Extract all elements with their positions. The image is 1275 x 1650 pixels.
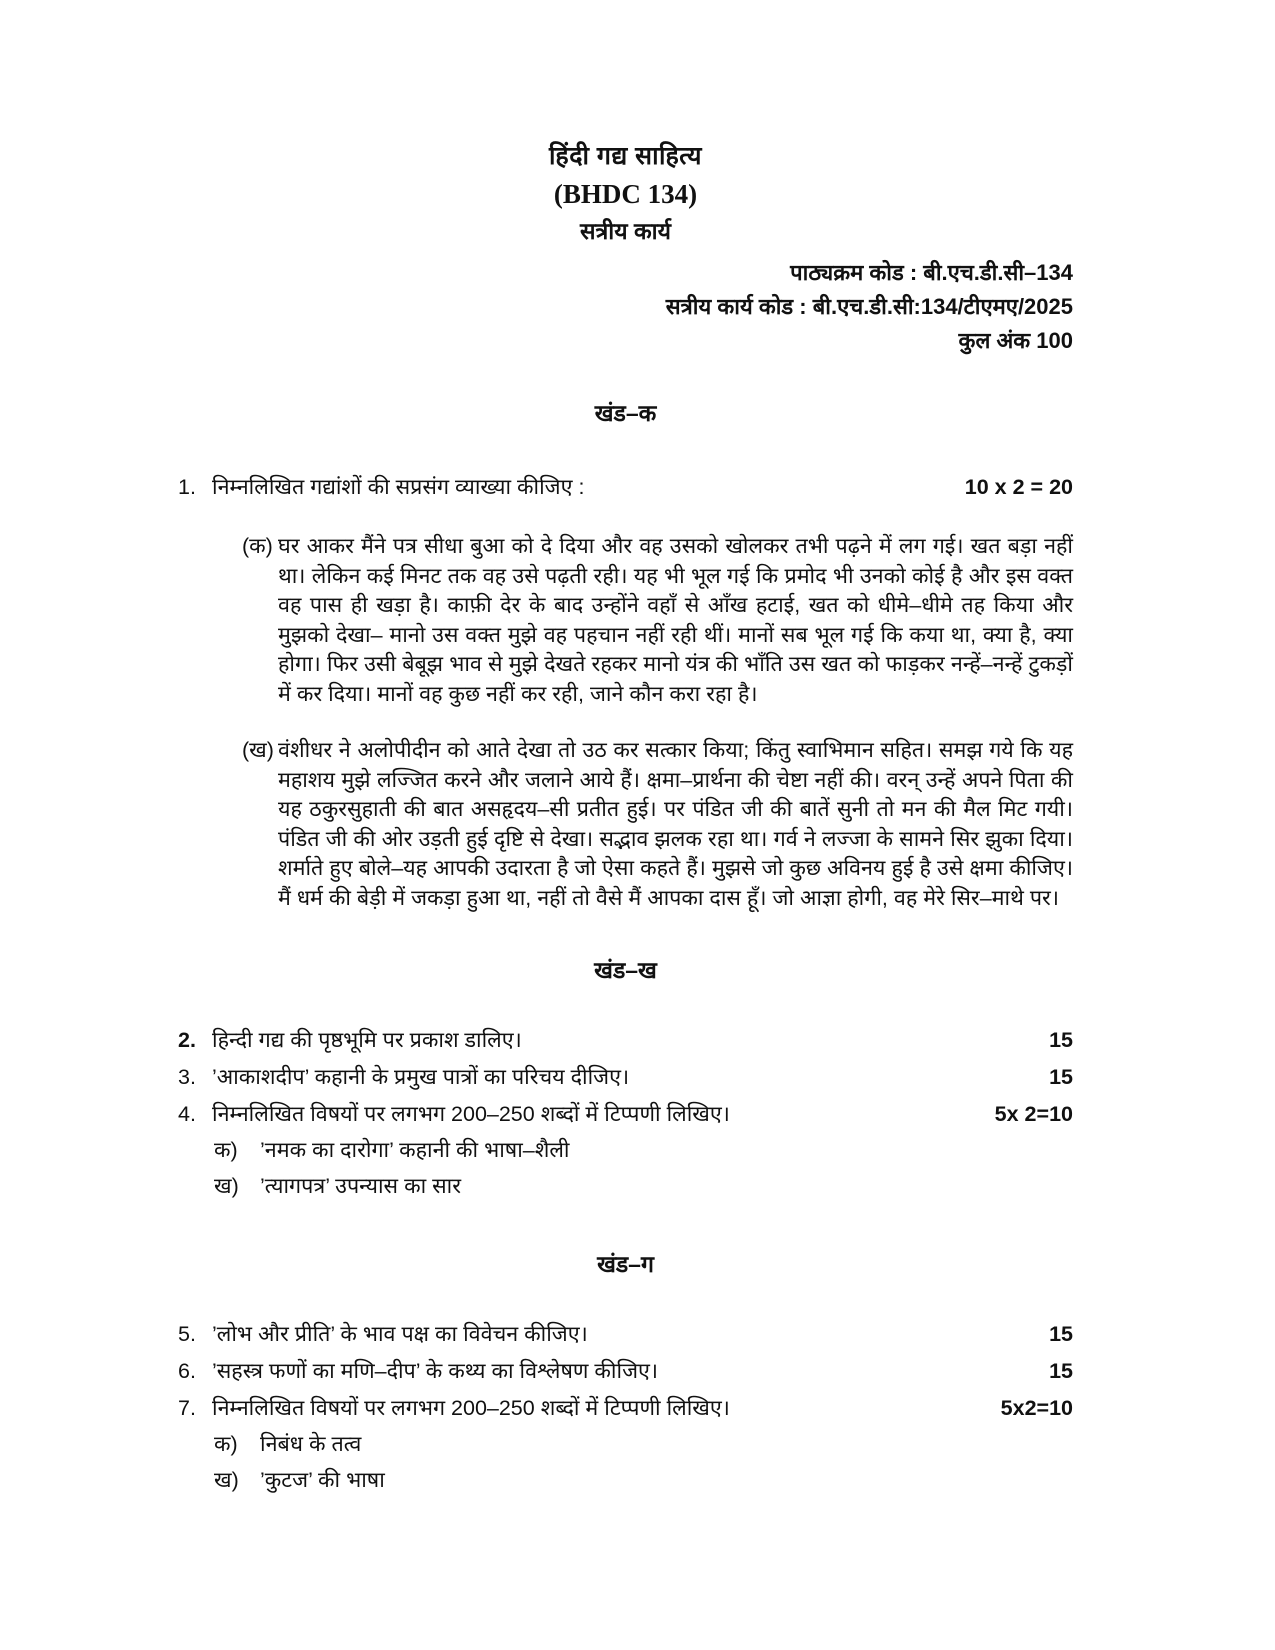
sub-item-text: ’नमक का दारोगा’ कहानी की भाषा–शैली [260,1138,570,1162]
question-marks: 5x 2=10 [994,1102,1073,1126]
question-text: हिन्दी गद्य की पृष्ठभूमि पर प्रकाश डालिए। [212,1028,522,1052]
header [178,138,1073,248]
question-text: ’लोभ और प्रीति’ के भाव पक्ष का विवेचन कीजिए। [212,1322,588,1346]
sub-item-label: ख) [214,1468,239,1492]
question-text: निम्नलिखित विषयों पर लगभग 200–250 शब्दों में टिप्पणी लिखिए। [212,1102,730,1126]
question-number: 2. [178,1028,196,1052]
question-number: 5. [178,1322,196,1346]
passage-kha [178,736,1073,913]
page-title: हिंदी गद्य साहित्य [548,142,703,170]
question-4 [178,1099,1073,1129]
question-7 [178,1393,1073,1423]
question-4-sub-ka [178,1135,1073,1165]
question-7-sub-kha [178,1465,1073,1495]
course-code-paren: (BHDC 134) [553,179,698,209]
sub-item-text: ’त्यागपत्र’ उपन्यास का सार [260,1174,462,1198]
sub-item-label: क) [214,1432,238,1456]
sub-item-label: ख) [214,1174,239,1198]
question-marks: 10 x 2 = 20 [964,475,1073,499]
section-heading-c: खंड–ग [597,1251,654,1277]
question-5 [178,1319,1073,1349]
question-4-sub-kha [178,1171,1073,1201]
assignment-code-line: सत्रीय कार्य कोड : बी.एच.डी.सी:134/टीएमए/2025 [665,294,1073,319]
question-2 [178,1025,1073,1055]
question-3 [178,1062,1073,1092]
question-marks: 5x2=10 [1000,1396,1073,1420]
question-marks: 15 [1049,1322,1073,1346]
question-marks: 15 [1049,1359,1073,1383]
sub-item-text: निबंध के तत्व [260,1432,362,1456]
passage-label: (ख) [242,738,274,762]
question-text: निम्नलिखित विषयों पर लगभग 200–250 शब्दों में टिप्पणी लिखिए। [212,1396,730,1420]
passage-label: (क) [242,534,273,558]
question-number: 6. [178,1359,196,1383]
total-marks-line: कुल अंक 100 [958,328,1073,353]
question-marks: 15 [1049,1028,1073,1052]
section-heading-a: खंड–क [594,400,657,426]
sub-item-text: ’कुटज’ की भाषा [260,1468,385,1492]
question-number: 1. [178,475,196,499]
question-number: 4. [178,1102,196,1126]
question-7-sub-ka [178,1429,1073,1459]
assignment-subtitle: सत्रीय कार्य [580,218,671,244]
question-number: 7. [178,1396,196,1420]
section-b-questions [178,1025,1073,1201]
sub-item-label: क) [214,1138,238,1162]
passage-text: वंशीधर ने अलोपीदीन को आते देखा तो उठ कर सत्कार किया; किंतु स्वाभिमान सहित। समझ गये कि यह महाशय मुझे लज्जित करने और जलाने आये हैं। क्षमा–प्रार्थना की चेष्टा नहीं की। वरन् उन्हें अपने पिता की यह ठकुरसुहाती की बात असहृदय–सी प्रतीत हुई। पर पंडित जी की बातें सुनी तो मन की मैल मिट गयी। पंडित जी की ओर उड़ती हुई दृष्टि से देखा। सद्भाव झलक रहा था। गर्व ने लज्जा के सामने सिर झुका दिया। शर्माते हुए बोले–यह आपकी उदारता है जो ऐसा कहते हैं। मुझसे जो कुछ अविनय हुई है उसे क्षमा कीजिए। मैं धर्म की बेड़ी में जकड़ा हुआ था, नहीं तो वैसे मैं आपका दास हूँ। जो आज्ञा होगी, वह मेरे सिर–माथे पर। [278,738,1073,910]
course-code-line: पाठ्यक्रम कोड : बी.एच.डी.सी–134 [790,260,1073,285]
question-6 [178,1356,1073,1386]
assignment-page [178,138,1073,1495]
question-text: निम्नलिखित गद्यांशों की सप्रसंग व्याख्या कीजिए : [212,475,585,499]
passage-ka [178,532,1073,709]
question-text: ’सहस्त्र फणों का मणि–दीप’ के कथ्य का विश्लेषण कीजिए। [212,1359,659,1383]
question-number: 3. [178,1065,196,1089]
question-marks: 15 [1049,1065,1073,1089]
question-1 [178,472,1073,502]
section-c-questions [178,1319,1073,1495]
code-block [178,256,1073,358]
section-heading-b: खंड–ख [594,957,657,983]
question-text: ’आकाशदीप’ कहानी के प्रमुख पात्रों का परिचय दीजिए। [212,1065,630,1089]
passage-text: घर आकर मैंने पत्र सीधा बुआ को दे दिया और वह उसको खोलकर तभी पढ़ने में लग गई। खत बड़ा नहीं था। लेकिन कई मिनट तक वह उसे पढ़ती रही। यह भी भूल गई कि प्रमोद भी उनको कोई है और इस वक्त वह पास ही खड़ा है। काफ़ी देर के बाद उन्होंने वहाँ से आँख हटाई, खत को धीमे–धीमे तह किया और मुझको देखा– मानो उस वक्त मुझे वह पहचान नहीं रही थीं। मानों सब भूल गई कि कया था, क्या है, क्या होगा। फिर उसी बेबूझ भाव से मुझे देखते रहकर मानो यंत्र की भाँति उस खत को फाड़कर नन्हें–नन्हें टुकड़ों में कर दिया। मानों वह कुछ नहीं कर रही, जाने कौन करा रहा है। [278,534,1073,706]
